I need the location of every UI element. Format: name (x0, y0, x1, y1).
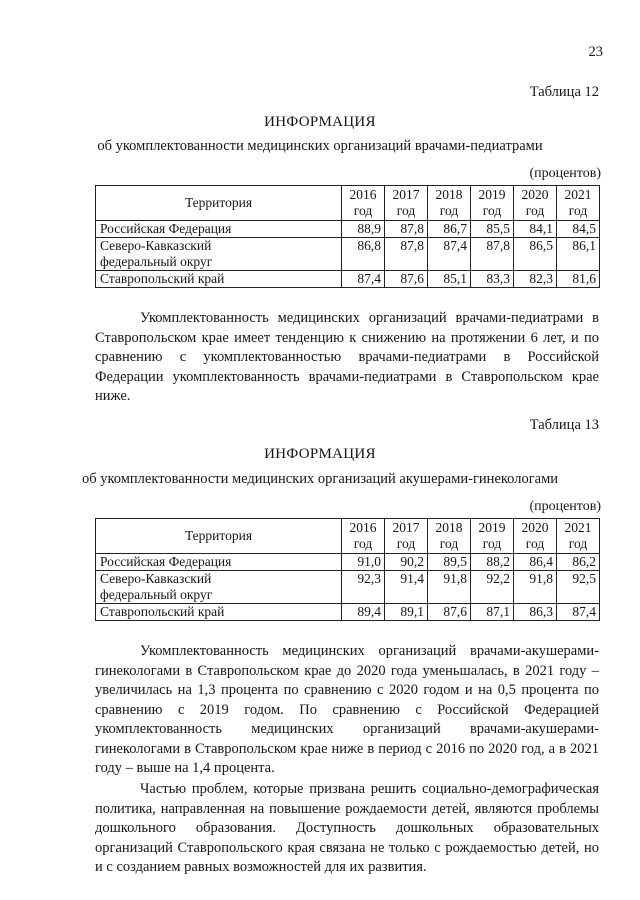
table-cell: 92,3 (342, 571, 385, 604)
year-header: 2016 год (342, 186, 385, 221)
table-cell: 81,6 (557, 271, 600, 288)
table-cell: 91,4 (385, 571, 428, 604)
table-row (96, 221, 600, 238)
table-cell: 89,1 (385, 604, 428, 621)
table-cell: 89,4 (342, 604, 385, 621)
table-title: ИНФОРМАЦИЯ (264, 114, 376, 130)
table-cell: 91,0 (342, 554, 385, 571)
table-row (96, 571, 600, 604)
year-header: 2019 год (471, 519, 514, 554)
table-cell: 88,9 (342, 221, 385, 238)
table-cell: 87,4 (342, 271, 385, 288)
table-cell: 89,5 (428, 554, 471, 571)
table-cell: 84,5 (557, 221, 600, 238)
table-cell: 88,2 (471, 554, 514, 571)
table-cell: 87,4 (557, 604, 600, 621)
table-row (96, 238, 600, 271)
table-header-row (96, 519, 600, 554)
year-header: 2019 год (471, 186, 514, 221)
region-name: Северо-Кавказский федеральный округ (96, 238, 342, 271)
table-row (96, 554, 600, 571)
table-cell: 87,8 (471, 238, 514, 271)
table-label: Таблица 13 (529, 417, 599, 433)
table-cell: 86,2 (557, 554, 600, 571)
table-cell: 87,8 (385, 221, 428, 238)
year-header: 2021 год (557, 519, 600, 554)
table-cell: 91,8 (514, 571, 557, 604)
region-name: Ставропольский край (96, 604, 342, 621)
table-cell: 86,3 (514, 604, 557, 621)
table-cell: 84,1 (514, 221, 557, 238)
table-cell: 87,8 (385, 238, 428, 271)
units-label: (процентов) (529, 499, 601, 514)
table-row (96, 604, 600, 621)
table-cell: 87,6 (428, 604, 471, 621)
region-name: Ставропольский край (96, 271, 342, 288)
year-header: 2020 год (514, 519, 557, 554)
table-cell: 86,8 (342, 238, 385, 271)
table-cell: 87,6 (385, 271, 428, 288)
table-cell: 86,5 (514, 238, 557, 271)
year-header: 2018 год (428, 519, 471, 554)
table-cell: 86,7 (428, 221, 471, 238)
region-name: Северо-Кавказский федеральный округ (96, 571, 342, 604)
paragraph: Укомплектованность медицинских организаций врачами-акушерами-гинекологами в Ставропольском крае до 2020 года уменьшалась, в 2021 году – увеличилась на 1,3 процента по сравнению с 2020 годом и на 0,5 процента по сравнению с 2019 годом. По сравнению с Российской Федерацией укомплектованность медицинских организаций врачами-акушерами-гинекологами в Ставропольском крае ниже в период с 2016 по 2020 год, а в 2021 году – выше на 1,4 процента. (95, 643, 599, 776)
table-title: ИНФОРМАЦИЯ (264, 446, 376, 462)
year-header: 2017 год (385, 186, 428, 221)
table-cell: 91,8 (428, 571, 471, 604)
year-header: 2017 год (385, 519, 428, 554)
territory-header: Территория (96, 186, 342, 221)
table-label: Таблица 12 (529, 84, 599, 100)
data-table (95, 518, 600, 621)
table-header-row (96, 186, 600, 221)
paragraph: Укомплектованность медицинских организаций врачами-педиатрами в Ставропольском крае имеет тенденцию к снижению на протяжении 6 лет, и по сравнению с укомплектованностью врачами-педиатрами в Российской Федерации укомплектованность врачами-педиатрами в Ставропольском крае ниже. (95, 310, 599, 404)
year-header: 2021 год (557, 186, 600, 221)
paragraph: Частью проблем, которые призвана решить социально-демографическая политика, направленная на повышение рождаемости детей, являются проблемы дошкольного образования. Доступность дошкольных образовательных организаций Ставропольского края связана не только с рождаемостью детей, но и с созданием равных возможностей для их развития. (95, 781, 599, 875)
data-table (95, 185, 600, 288)
table-subtitle: об укомплектованности медицинских организаций врачами-педиатрами (97, 138, 543, 154)
table-cell: 86,4 (514, 554, 557, 571)
table-cell: 90,2 (385, 554, 428, 571)
table-cell: 87,4 (428, 238, 471, 271)
table-cell: 87,1 (471, 604, 514, 621)
table-subtitle: об укомплектованности медицинских организаций акушерами-гинекологами (81, 471, 559, 487)
year-header: 2018 год (428, 186, 471, 221)
year-header: 2020 год (514, 186, 557, 221)
table-row (96, 271, 600, 288)
units-label: (процентов) (529, 166, 601, 181)
table-cell: 92,5 (557, 571, 600, 604)
table-cell: 83,3 (471, 271, 514, 288)
table-cell: 86,1 (557, 238, 600, 271)
year-header: 2016 год (342, 519, 385, 554)
table-cell: 85,5 (471, 221, 514, 238)
territory-header: Территория (96, 519, 342, 554)
table-cell: 92,2 (471, 571, 514, 604)
page-number: 23 (588, 44, 603, 60)
table-cell: 85,1 (428, 271, 471, 288)
region-name: Российская Федерация (96, 221, 342, 238)
table-cell: 82,3 (514, 271, 557, 288)
region-name: Российская Федерация (96, 554, 342, 571)
